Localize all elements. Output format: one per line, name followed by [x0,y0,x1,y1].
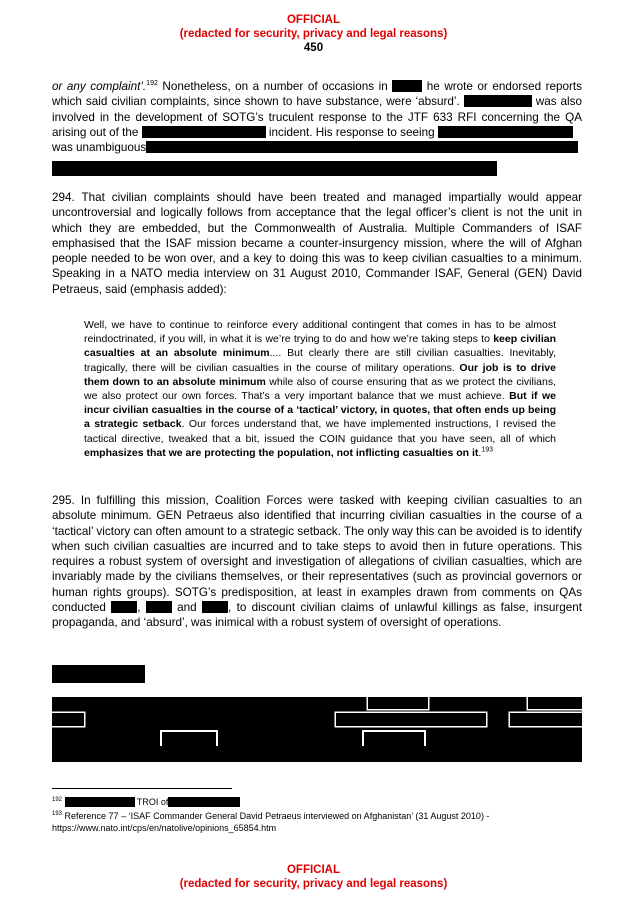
redaction-block [392,80,422,92]
redaction-caveat: (redacted for security, privacy and legal reasons) [179,878,448,890]
redaction-block [368,697,428,709]
redaction-caveat: (redacted for security, privacy and legal reasons) [179,28,448,40]
redaction-block [464,95,532,107]
redaction-block [52,713,84,726]
footnote-ref-193: 193 [481,446,493,454]
quoted-phrase: or any complaint’. [52,80,147,93]
redaction-block [202,601,228,613]
redaction-block [168,797,240,807]
page-header [0,13,627,55]
footnote-192: $^{192}$ TROI of [52,797,582,809]
page-footer [0,863,627,891]
page-number: 450 [303,42,324,54]
redaction-block [111,601,137,613]
redaction-block [362,730,426,746]
redaction-block [146,141,578,153]
footnote-193: $^{193}$ Reference 77 – ‘ISAF Commander General David Petraeus interviewed on Afghanistan’ (31 August 2010) - https://www.nato.int/cps/en/natolive/opinions_65854.htm [52,811,490,833]
redaction-block [65,797,135,807]
redacted-heading [52,665,145,683]
redacted-paragraph [52,697,582,762]
redaction-block [160,730,218,746]
footnote-ref-192: 192 [146,80,158,88]
redaction-block [510,713,582,726]
petraeus-quote: Well, we have to continue to reinforce every additional contingent that comes in has to be almost reindoctrinated, if you will, in what it is we’re trying to do and how we’re taking steps to keep civilian casualties at an absolute minimum.... But clearly there are still civilian casualties. Inevitably, tragically, there will be civilian casualties in the course of military operations. Our job is to drive them down to an absolute minimum while also of course ensuring that as we protect the civilians, we also protect our own forces. That’s a very important balance that we must achieve. But if we incur civilian casualties in the course of a ‘tactical’ victory, in quotes, that often ends up being a strategic setback. Our forces understand that, we have implemented instructions, I revised the tactical directive, tweaked that a bit, issued the COIN guidance that you have seen, all of which emphasizes that we are protecting the population, not inflicting casualties on it.$^{193}$ [84,319,557,459]
redaction-block [528,697,582,709]
classification-marking: OFFICIAL [286,14,341,26]
footnote-divider [52,788,232,789]
redaction-block [142,126,266,138]
redaction-block [336,713,486,726]
redaction-block [52,161,497,176]
paragraph-294: 294. That civilian complaints should have been treated and managed impartially would appear uncontroversial and logically follows from acceptance that the legal officer’s client is not the unit in which they are embedded, but the Commonwealth of Australia. Multiple Commanders of ISAF emphasised that the ISAF mission became a counter-insurgency mission, where the will of Afghan people needed to be won over, and a key to doing this was to keep civilian casualties to a minimum. Speaking in a NATO media interview on 31 August 2010, Commander ISAF, General (GEN) David Petraeus, said (emphasis added): [52,191,582,296]
redaction-block [146,601,172,613]
redaction-block [438,126,573,138]
classification-marking: OFFICIAL [286,864,341,876]
paragraph-295: 295. In fulfilling this mission, Coalition Forces were tasked with keeping civilian casualties to an absolute minimum. GEN Petraeus also identified that incurring civilian casualties in the course of a ‘tactical’ victory can often amount to a strategic setback. The only way this can be avoided is to identify when such civilian casualties are incurred and to take steps to avoid then in future operations. This requires a robust system of oversight and investigation of allegations of civilian casualties, which are invariably made by the civilians themselves, or their representatives (such as provincial governors or human rights groups). SOTG’s predisposition, at least in examples drawn from comments on QAs conducted , and , to discount civilian claims of unlawful killings as false, insurgent propaganda, and ‘absurd’, was inimical with a robust system of oversight of operations. [52,494,583,630]
continuation-paragraph: or any complaint’.$^{192}$ Nonetheless, on a number of occasions in he wrote or endorsed reports which said civilian complaints, since shown to have substance, were ‘absurd’. was also involved in the development of SOTG’s truculent response to the JTF 633 RFI concerning the QA arising out of the incident. His response to seeing was unambiguous [52,80,582,155]
